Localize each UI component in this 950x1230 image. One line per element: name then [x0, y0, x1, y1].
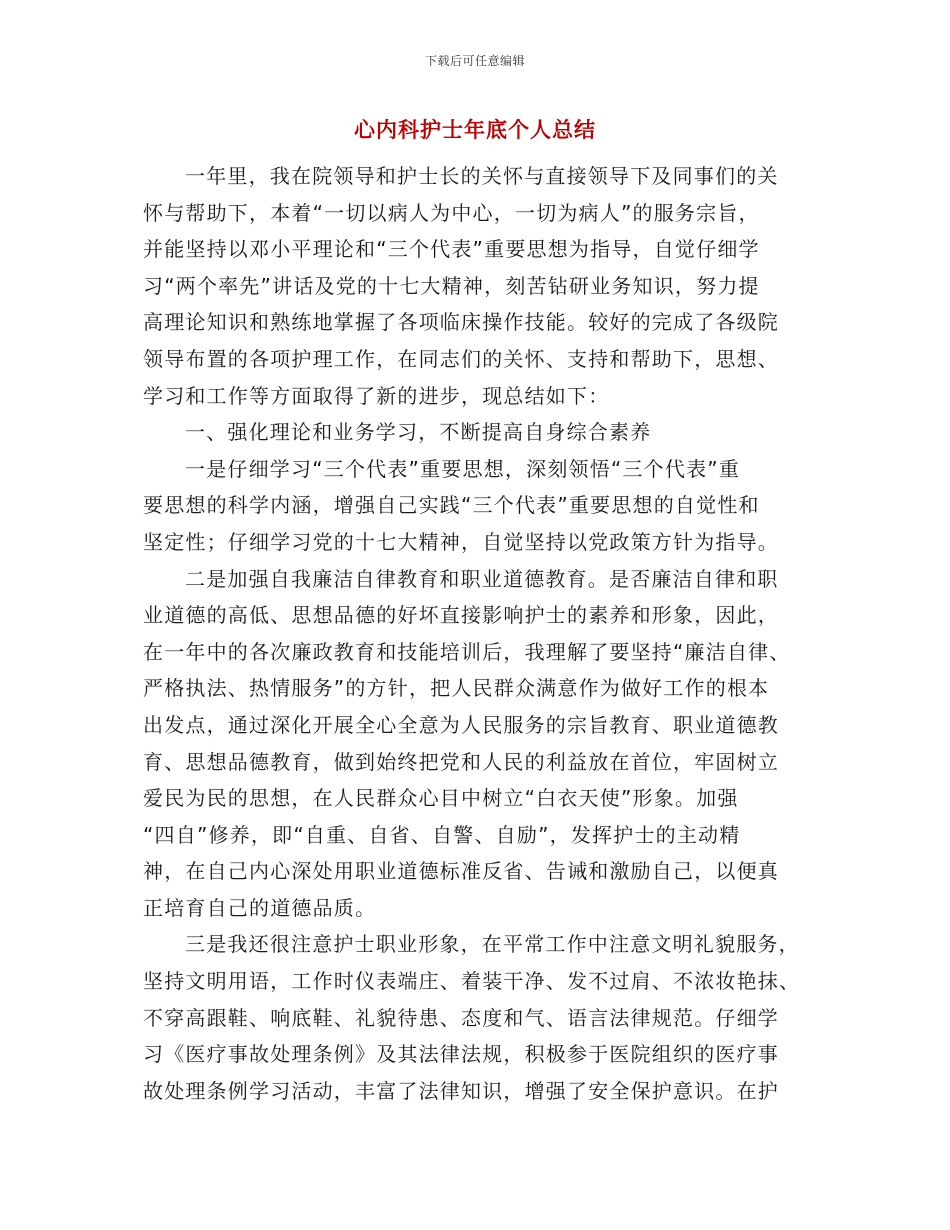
document-body: [143, 158, 815, 1109]
body-line: 神，在自己内心深处用职业道德标准反省、告诫和激励自己，以便真: [143, 859, 779, 884]
body-line: 一、强化理论和业务学习，不断提高自身综合素养: [185, 420, 652, 445]
body-line: 怀与帮助下，本着“一切以病人为中心，一切为病人”的服务宗旨，: [143, 200, 760, 225]
body-line: 习“两个率先”讲话及党的十七大精神，刻苦钻研业务知识，努力提: [143, 273, 760, 298]
body-line: 爱民为民的思想，在人民群众心目中树立“白衣天使”形象。加强: [143, 786, 739, 811]
body-line: 要思想的科学内涵，增强自己实践“三个代表”重要思想的自觉性和: [143, 493, 760, 518]
body-line: 习《医疗事故处理条例》及其法律法规，积极参于医院组织的医疗事: [143, 1042, 779, 1067]
body-line: 正培育自己的道德品质。: [143, 895, 377, 920]
body-line: 严格执法、热情服务”的方针，把人民群众满意作为做好工作的根本: [143, 676, 770, 701]
body-line: 业道德的高低、思想品德的好坏直接影响护士的素养和形象，因此，: [143, 603, 779, 628]
body-line: 二是加强自我廉洁自律教育和职业道德教育。是否廉洁自律和职: [185, 566, 779, 591]
body-line: 并能坚持以邓小平理论和“三个代表”重要思想为指导，自觉仔细学: [143, 237, 760, 262]
body-line: 一是仔细学习“三个代表”重要思想，深刻领悟“三个代表”重: [185, 456, 741, 481]
document-title: 心内科护士年底个人总结: [354, 118, 596, 142]
body-line: 不穿高跟鞋、响底鞋、礼貌待患、态度和气、语言法律规范。仔细学: [143, 1005, 779, 1030]
body-line: “四自”修养，即“自重、自省、自警、自励”，发挥护士的主动精: [143, 822, 741, 847]
body-line: 一年里，我在院领导和护士长的关怀与直接领导下及同事们的关: [185, 164, 779, 188]
header-note: 下载后可任意编辑: [424, 54, 525, 68]
body-line: 出发点，通过深化开展全心全意为人民服务的宗旨教育、职业道德教: [143, 712, 779, 737]
body-line: 坚定性；仔细学习党的十七大精神，自觉坚持以党政策方针为指导。: [143, 529, 779, 554]
body-line: 坚持文明用语，工作时仪表端庄、着装干净、发不过肩、不浓妆艳抹、: [143, 969, 801, 994]
body-line: 三是我还很注意护士职业形象，在平常工作中注意文明礼貌服务，: [185, 932, 800, 957]
body-line: 育、思想品德教育，做到始终把党和人民的利益放在首位，牢固树立: [143, 749, 779, 774]
body-line: 在一年中的各次廉政教育和技能培训后，我理解了要坚持“廉洁自律、: [143, 639, 791, 664]
body-line: 领导布置的各项护理工作，在同志们的关怀、支持和帮助下，思想、: [143, 346, 779, 371]
body-line: 学习和工作等方面取得了新的进步，现总结如下：: [143, 383, 610, 408]
body-line: 故处理条例学习活动，丰富了法律知识，增强了安全保护意识。在护: [143, 1078, 779, 1103]
body-line: 高理论知识和熟练地掌握了各项临床操作技能。较好的完成了各级院: [143, 310, 779, 335]
